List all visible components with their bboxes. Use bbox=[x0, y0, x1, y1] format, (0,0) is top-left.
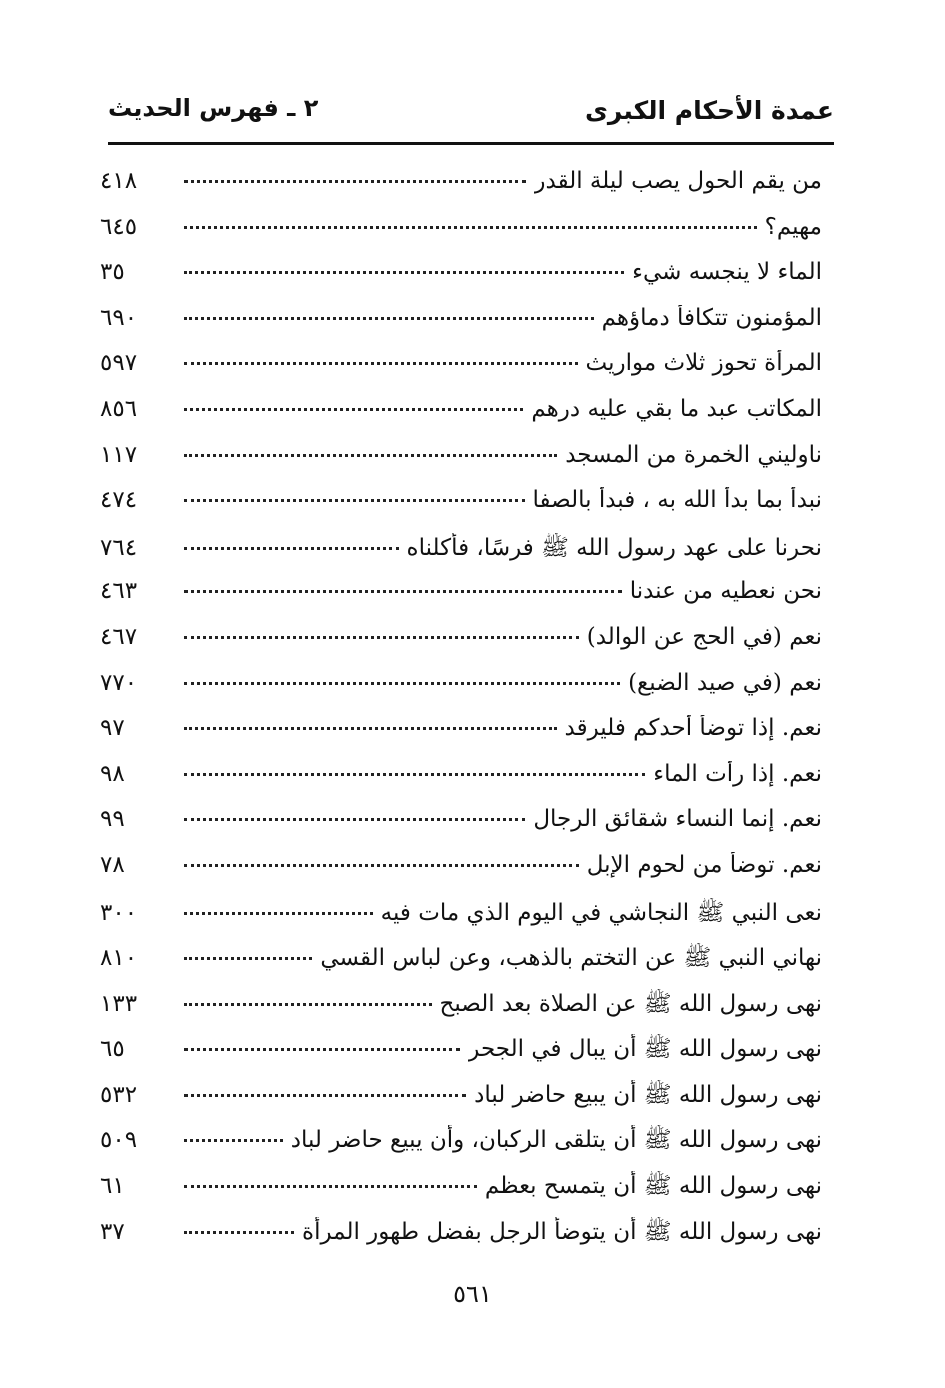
entry-text: الماء لا ينجسه شيء bbox=[632, 259, 822, 286]
index-entry bbox=[100, 578, 822, 624]
entry-page: ٣٧ bbox=[100, 1218, 125, 1245]
entry-page: ٨٥٦ bbox=[100, 395, 138, 422]
dot-leader bbox=[184, 1139, 283, 1142]
dot-leader bbox=[184, 636, 579, 639]
entry-text: نهى رسول الله ﷺ أن يتوضأ الرجل بفضل طهور المرأة bbox=[302, 1218, 822, 1245]
index-entry bbox=[100, 350, 822, 396]
index-entry bbox=[100, 715, 822, 761]
entry-page: ٩٩ bbox=[100, 806, 125, 833]
entry-text: المكاتب عبد ما بقي عليه درهم bbox=[531, 395, 822, 422]
dot-leader bbox=[184, 454, 557, 457]
entry-page: ٥٠٩ bbox=[100, 1127, 138, 1154]
entry-text: نعم. توضأ من لحوم الإبل bbox=[586, 851, 822, 878]
entry-text: المؤمنون تتكافأ دماؤهم bbox=[601, 304, 822, 331]
entry-page: ٤٦٧ bbox=[100, 623, 138, 650]
entry-text: نعم (في الحج عن الوالد) bbox=[586, 623, 822, 650]
index-entry bbox=[100, 989, 822, 1035]
dot-leader bbox=[184, 408, 523, 411]
index-entry bbox=[100, 259, 822, 305]
entry-text: من يقم الحول يصب ليلة القدر bbox=[534, 168, 822, 194]
index-entry bbox=[100, 533, 822, 579]
entry-text: نعم. إذا توضأ أحدكم فليرقد bbox=[564, 715, 822, 742]
entry-text: نهى رسول الله ﷺ أن يتلقى الركبان، وأن يبيع حاضر لباد bbox=[290, 1127, 822, 1154]
entry-page: ٦٩٠ bbox=[100, 304, 138, 331]
dot-leader bbox=[184, 912, 373, 915]
section-title: ٢ ـ فهرس الحديث bbox=[108, 94, 319, 122]
dot-leader bbox=[184, 1094, 466, 1097]
dot-leader bbox=[184, 957, 312, 960]
dot-leader bbox=[184, 682, 620, 685]
entry-page: ٤٦٣ bbox=[100, 578, 138, 605]
dot-leader bbox=[184, 1185, 477, 1188]
page-number: ٥٦١ bbox=[453, 1280, 492, 1308]
entry-text: نحرنا على عهد رسول الله ﷺ فرسًا، فأكلناه bbox=[406, 534, 822, 561]
dot-leader bbox=[184, 727, 557, 730]
entry-text: نعى النبي ﷺ النجاشي في اليوم الذي مات فيه bbox=[380, 899, 822, 926]
entry-text: نهاني النبي ﷺ عن التختم بالذهب، وعن لباس القسي bbox=[320, 945, 822, 972]
dot-leader bbox=[184, 499, 525, 502]
index-entry bbox=[100, 305, 822, 351]
entry-page: ٧٨ bbox=[100, 851, 125, 878]
dot-leader bbox=[184, 864, 579, 867]
entry-page: ٥٣٢ bbox=[100, 1081, 138, 1108]
index-entry bbox=[100, 168, 822, 214]
entry-page: ١١٧ bbox=[100, 441, 138, 468]
entry-page: ٣٥ bbox=[100, 259, 125, 286]
dot-leader bbox=[184, 590, 622, 593]
index-entry bbox=[100, 670, 822, 716]
entry-page: ٩٨ bbox=[100, 760, 125, 787]
entry-text: نهى رسول الله ﷺ عن الصلاة بعد الصبح bbox=[439, 990, 822, 1017]
dot-leader bbox=[184, 773, 645, 776]
running-header bbox=[108, 92, 834, 132]
hadith-index-list bbox=[100, 168, 822, 1262]
index-entry bbox=[100, 943, 822, 989]
entry-page: ٥٩٧ bbox=[100, 350, 138, 377]
entry-page: ٦٤٥ bbox=[100, 213, 138, 240]
entry-page: ٦٥ bbox=[100, 1036, 125, 1063]
index-entry bbox=[100, 898, 822, 944]
dot-leader bbox=[184, 362, 578, 365]
entry-text: نهى رسول الله ﷺ أن يبال في الجحر bbox=[468, 1036, 822, 1063]
book-title: عمدة الأحكام الكبرى bbox=[584, 96, 834, 125]
index-entry bbox=[100, 1034, 822, 1080]
entry-text: نحن نعطيه من عندنا bbox=[629, 578, 822, 605]
entry-text: نعم (في صيد الضبع) bbox=[628, 669, 822, 696]
index-entry bbox=[100, 1080, 822, 1126]
entry-page: ٤٧٤ bbox=[100, 487, 138, 514]
entry-text: نعم. إذا رأت الماء bbox=[653, 760, 822, 787]
entry-page: ٧٦٤ bbox=[100, 534, 138, 561]
index-entry bbox=[100, 806, 822, 852]
entry-page: ٧٧٠ bbox=[100, 669, 138, 696]
index-entry bbox=[100, 396, 822, 442]
index-entry bbox=[100, 214, 822, 260]
dot-leader bbox=[184, 1048, 460, 1051]
dot-leader bbox=[184, 1231, 294, 1234]
header-rule bbox=[108, 142, 834, 145]
entry-text: نهى رسول الله ﷺ أن يتمسح بعظم bbox=[484, 1173, 822, 1200]
dot-leader bbox=[184, 271, 624, 274]
index-entry bbox=[100, 442, 822, 488]
index-entry bbox=[100, 1217, 822, 1263]
entry-text: نهى رسول الله ﷺ أن يبيع حاضر لباد bbox=[474, 1081, 822, 1108]
entry-text: نبدأ بما بدأ الله به ، فبدأ بالصفا bbox=[532, 487, 822, 514]
index-entry bbox=[100, 761, 822, 807]
index-entry bbox=[100, 852, 822, 898]
entry-page: ٤١٨ bbox=[100, 168, 138, 194]
dot-leader bbox=[184, 180, 526, 183]
index-entry bbox=[100, 624, 822, 670]
entry-text: المرأة تحوز ثلاث مواريث bbox=[585, 350, 822, 377]
index-entry bbox=[100, 487, 822, 533]
entry-page: ٦١ bbox=[100, 1173, 125, 1200]
entry-page: ٨١٠ bbox=[100, 945, 138, 972]
entry-page: ٣٠٠ bbox=[100, 899, 138, 926]
entry-page: ١٣٣ bbox=[100, 990, 138, 1017]
dot-leader bbox=[184, 1003, 432, 1006]
entry-text: ناوليني الخمرة من المسجد bbox=[565, 441, 822, 468]
dot-leader bbox=[184, 317, 594, 320]
dot-leader bbox=[184, 226, 757, 229]
dot-leader bbox=[184, 818, 525, 821]
entry-page: ٩٧ bbox=[100, 715, 125, 742]
entry-text: مهيم؟ bbox=[764, 213, 822, 240]
entry-text: نعم. إنما النساء شقائق الرجال bbox=[533, 806, 822, 833]
dot-leader bbox=[184, 547, 399, 550]
index-entry bbox=[100, 1125, 822, 1171]
index-entry bbox=[100, 1171, 822, 1217]
